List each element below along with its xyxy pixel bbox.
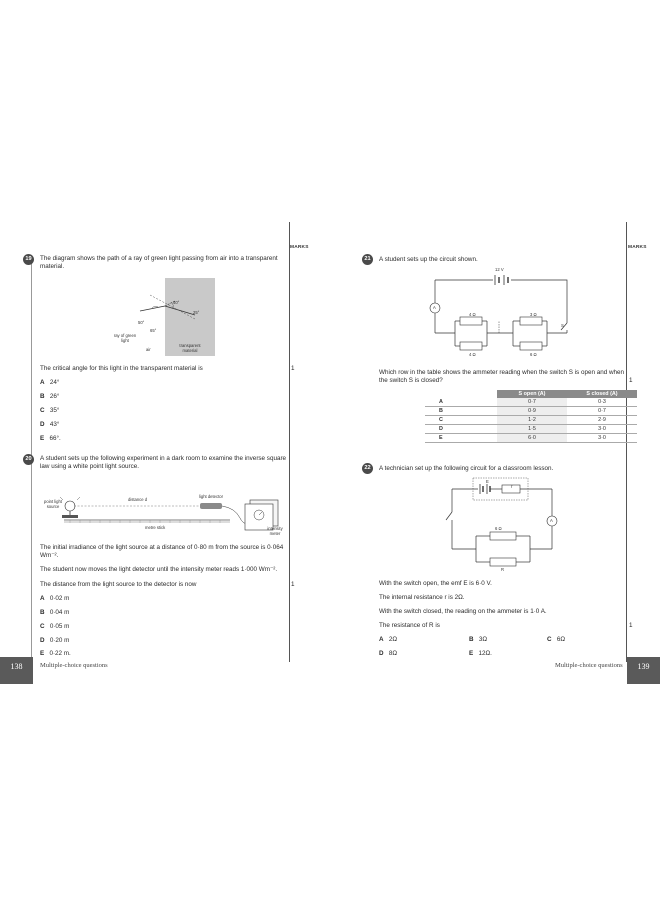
q20-rule-label: metre stick: [145, 525, 166, 530]
option-text: 6Ω: [556, 636, 566, 643]
q19-angle-d: 65°: [150, 328, 157, 333]
q22-option-d[interactable]: [379, 650, 397, 658]
option-text: 8Ω: [388, 650, 398, 657]
q21-r-bottom-right: 6 Ω: [530, 352, 537, 357]
q20-option-d[interactable]: [40, 637, 69, 645]
q19-ray-label: ray of green light: [113, 333, 137, 343]
table-row[interactable]: [425, 407, 637, 416]
cell-closed: 0·7: [567, 407, 637, 416]
option-letter: C: [40, 623, 45, 630]
option-letter: B: [40, 393, 45, 400]
q21-supply-label: 12 V: [495, 267, 504, 272]
table-header-closed: S closed (A): [567, 390, 637, 398]
table-row[interactable]: [425, 416, 637, 425]
q19-stem: The diagram shows the path of a ray of green light passing from air into a transparent material.: [40, 255, 278, 270]
q22-marks: 1: [629, 622, 633, 629]
option-text: 24°: [49, 379, 60, 386]
table-corner: [425, 390, 497, 398]
q22-internal-label: r: [511, 484, 513, 489]
question-number-20: 20: [23, 454, 34, 465]
row-label: B: [425, 407, 497, 416]
q19-option-c[interactable]: [40, 407, 59, 415]
q22-ammeter-label: A: [550, 518, 553, 523]
q19-question: The critical angle for this light in the transparent material is: [40, 365, 203, 372]
option-text: 0·02 m: [49, 595, 70, 602]
q22-line1: With the switch open, the emf E is 6·0 V.: [379, 580, 492, 587]
option-letter: B: [469, 636, 474, 643]
q20-stem: A student sets up the following experiment in a dark room to examine the inverse square law using a white point light source.: [40, 455, 287, 470]
q22-line2: The internal resistance r is 2Ω.: [379, 594, 465, 601]
q22-option-b[interactable]: [469, 636, 487, 644]
q22-option-e[interactable]: [469, 650, 492, 658]
q21-ammeter-label: A: [433, 305, 436, 310]
q20-option-c[interactable]: [40, 623, 69, 631]
q20-option-e[interactable]: [40, 650, 71, 658]
q20-option-a[interactable]: [40, 595, 69, 603]
option-letter: E: [40, 650, 45, 657]
right-page-number: 139: [627, 657, 660, 684]
option-text: 0·05 m: [49, 623, 70, 630]
row-label: E: [425, 434, 497, 443]
q21-circuit-diagram: [425, 268, 580, 363]
option-text: 2Ω: [388, 636, 398, 643]
option-letter: D: [379, 650, 384, 657]
option-text: 0·22 m.: [49, 650, 71, 657]
q20-line1: The initial irradiance of the light source at a distance of 0·80 m from the source is 0·064 Wm⁻².: [40, 544, 284, 559]
option-text: 35°: [49, 407, 60, 414]
option-letter: E: [40, 435, 45, 442]
q19-material-label: transparent material: [179, 343, 201, 353]
option-letter: C: [547, 636, 552, 643]
q21-r-bottom-left: 4 Ω: [469, 352, 476, 357]
option-letter: E: [469, 650, 474, 657]
q19-angle-b: 25°: [193, 310, 200, 315]
option-text: 12Ω.: [478, 650, 492, 657]
cell-open: 1·2: [497, 416, 567, 425]
q20-marks: 1: [291, 581, 295, 588]
table-row[interactable]: [425, 425, 637, 434]
cell-open: 6·0: [497, 434, 567, 443]
option-text: 0·20 m: [49, 637, 70, 644]
option-letter: B: [40, 609, 45, 616]
right-marks-header: MARKS: [628, 245, 647, 250]
option-text: 3Ω: [478, 636, 488, 643]
row-label: C: [425, 416, 497, 425]
q20-source-label: point light source: [44, 499, 62, 509]
q21-switch-label: S: [561, 323, 564, 328]
option-text: 43°: [49, 421, 60, 428]
q20-question: The distance from the light source to the detector is now: [40, 581, 197, 588]
q21-ammeter-table: [425, 390, 637, 443]
q20-detector-label: light detector: [199, 494, 223, 499]
q22-stem: A technician set up the following circuit for a classroom lesson.: [379, 465, 554, 472]
option-text: 0·04 m: [49, 609, 70, 616]
option-letter: A: [379, 636, 384, 643]
option-text: 26°: [49, 393, 60, 400]
q20-line2: The student now moves the light detector until the intensity meter reads 1·000 Wm⁻².: [40, 566, 278, 573]
q19-marks: 1: [291, 365, 295, 372]
q22-option-a[interactable]: [379, 636, 397, 644]
q20-meter-label: intensity meter: [267, 526, 283, 536]
q22-option-c[interactable]: [547, 636, 565, 644]
option-letter: D: [40, 421, 45, 428]
q20-option-b[interactable]: [40, 609, 69, 617]
table-header-open: S open (A): [497, 390, 567, 398]
q19-option-d[interactable]: [40, 421, 59, 429]
question-number-22: 22: [362, 463, 373, 474]
q20-experiment-diagram: [40, 488, 290, 538]
left-page-number: 138: [0, 657, 33, 684]
q21-r-top-right: 3 Ω: [530, 312, 537, 317]
q22-question: The resistance of R is: [379, 622, 440, 629]
q21-r-top-left: 4 Ω: [469, 312, 476, 317]
table-header-row: [425, 390, 637, 398]
cell-closed: 0·3: [567, 398, 637, 407]
q19-air-label: air: [146, 347, 151, 352]
q22-r-unknown-label: R: [501, 567, 505, 572]
q19-option-a[interactable]: [40, 379, 59, 387]
question-number-21: 21: [362, 254, 373, 265]
option-text: 66°.: [49, 435, 61, 442]
cell-open: 0·9: [497, 407, 567, 416]
q19-option-b[interactable]: [40, 393, 59, 401]
q21-stem: A student sets up the circuit shown.: [379, 256, 478, 263]
table-row[interactable]: [425, 398, 637, 407]
q22-emf-label: E: [486, 479, 489, 484]
option-letter: A: [40, 595, 45, 602]
question-number-19: 19: [23, 254, 34, 265]
cell-closed: 3·0: [567, 425, 637, 434]
left-footer: Multiple-choice questions: [40, 662, 108, 669]
q21-question: Which row in the table shows the ammeter reading when the switch S is open and when the switch S is closed?: [379, 369, 625, 384]
option-letter: A: [40, 379, 45, 386]
q19-angle-c: 50°: [138, 320, 145, 325]
q22-r-fixed-label: 6 Ω: [495, 526, 502, 531]
row-label: D: [425, 425, 497, 434]
q19-option-e[interactable]: [40, 435, 61, 443]
table-row[interactable]: [425, 434, 637, 443]
cell-closed: 2·9: [567, 416, 637, 425]
option-letter: D: [40, 637, 45, 644]
right-footer: Multiple-choice questions: [555, 662, 623, 669]
cell-open: 1·5: [497, 425, 567, 434]
row-label: A: [425, 398, 497, 407]
q21-marks: 1: [629, 377, 633, 384]
option-letter: C: [40, 407, 45, 414]
cell-open: 0·7: [497, 398, 567, 407]
left-marks-rule: [289, 222, 290, 662]
q20-distance-label: distance d: [128, 497, 148, 502]
left-marks-header: MARKS: [290, 245, 309, 250]
q19-angle-a: 40°: [173, 300, 180, 305]
q22-line3: With the switch closed, the reading on the ammeter is 1·0 A.: [379, 608, 547, 615]
cell-closed: 3·0: [567, 434, 637, 443]
